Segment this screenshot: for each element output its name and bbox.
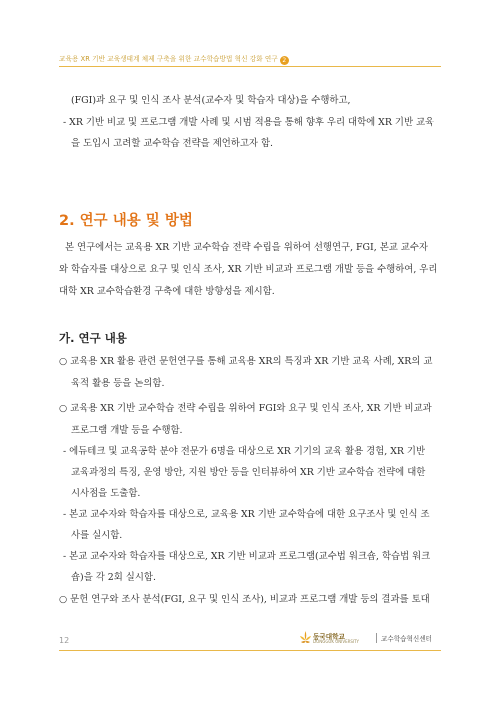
section-title: 2. 연구 내용 및 방법 (59, 213, 193, 229)
university-name-en: DONGGUK UNIVERSITY (313, 639, 359, 644)
paragraph-line: 본 연구에서는 교육용 XR 기반 교수학습 전략 수립을 위하여 선행연구, FGI, 본교 교수자 (65, 242, 428, 253)
content-line: 숍)을 각 2회 실시함. (71, 572, 156, 583)
page-number: 12 (59, 636, 70, 645)
content-line: - 에듀테크 및 교육공학 분야 전문가 6명을 대상으로 XR 기기의 교육 활용 경험, XR 기반 (63, 446, 426, 457)
body-line: (FGI)과 요구 및 인식 조사 분석(교수자 및 학습자 대상)을 수행하고, (71, 95, 351, 106)
content-line: 시사점을 도출함. (71, 488, 141, 499)
paragraph-line: 대학 XR 교수학습환경 구축에 대한 방향성을 제시함. (59, 286, 275, 297)
content-line: 프로그램 개발 등을 수행함. (71, 425, 183, 436)
content-line: ○ 교육용 XR 활용 관련 문헌연구를 통해 교육용 XR의 특징과 XR 기반 교육 사례, XR의 교 (59, 356, 433, 367)
header-rule (59, 66, 441, 67)
university-logo (299, 630, 441, 648)
body-line: 을 도입시 고려할 교수학습 전략을 제언하고자 함. (71, 138, 273, 149)
subsection-title: 가. 연구 내용 (59, 331, 127, 345)
body-line: - XR 기반 비교 및 프로그램 개발 사례 및 시범 적용을 통해 향후 우리 대학에 XR 기반 교육 (63, 117, 435, 128)
lotus-logo-icon (299, 630, 312, 646)
content-line: - 본교 교수자와 학습자를 대상으로, XR 기반 비교과 프로그램(교수법 워크숍, 학습법 워크 (63, 551, 431, 562)
content-line: 사를 실시함. (71, 530, 123, 541)
paragraph-line: 와 학습자를 대상으로 요구 및 인식 조사, XR 기반 비교과 프로그램 개발 등을 수행하여, 우리 (59, 264, 438, 275)
footer-separator (376, 633, 377, 643)
content-line: 육적 활용 등을 논의함. (71, 378, 165, 389)
chapter-number-badge: 2 (280, 56, 289, 65)
content-line: 교육과정의 특징, 운영 방안, 지원 방안 등을 인터뷰하여 XR 기반 교수학습 전략에 대한 (71, 467, 426, 478)
footer-rule (59, 650, 441, 651)
university-name: 동국대학교 (313, 633, 345, 641)
center-name: 교수학습혁신센터 (381, 635, 432, 643)
content-line: - 본교 교수자와 학습자를 대상으로, 교육용 XR 기반 교수학습에 대한 요구조사 및 인식 조 (63, 509, 430, 520)
running-title: 교육용 XR 기반 교육생태계 체제 구축을 위한 교수학습방법 혁신 강화 연구 (59, 55, 278, 63)
content-line: ○ 문헌 연구와 조사 분석(FGI, 요구 및 인식 조사), 비교과 프로그램 개발 등의 결과를 토대 (59, 594, 430, 605)
running-header (59, 53, 289, 65)
content-line: ○ 교육용 XR 기반 교수학습 전략 수립을 위하여 FGI와 요구 및 인식 조사, XR 기반 비교과 (59, 403, 432, 414)
